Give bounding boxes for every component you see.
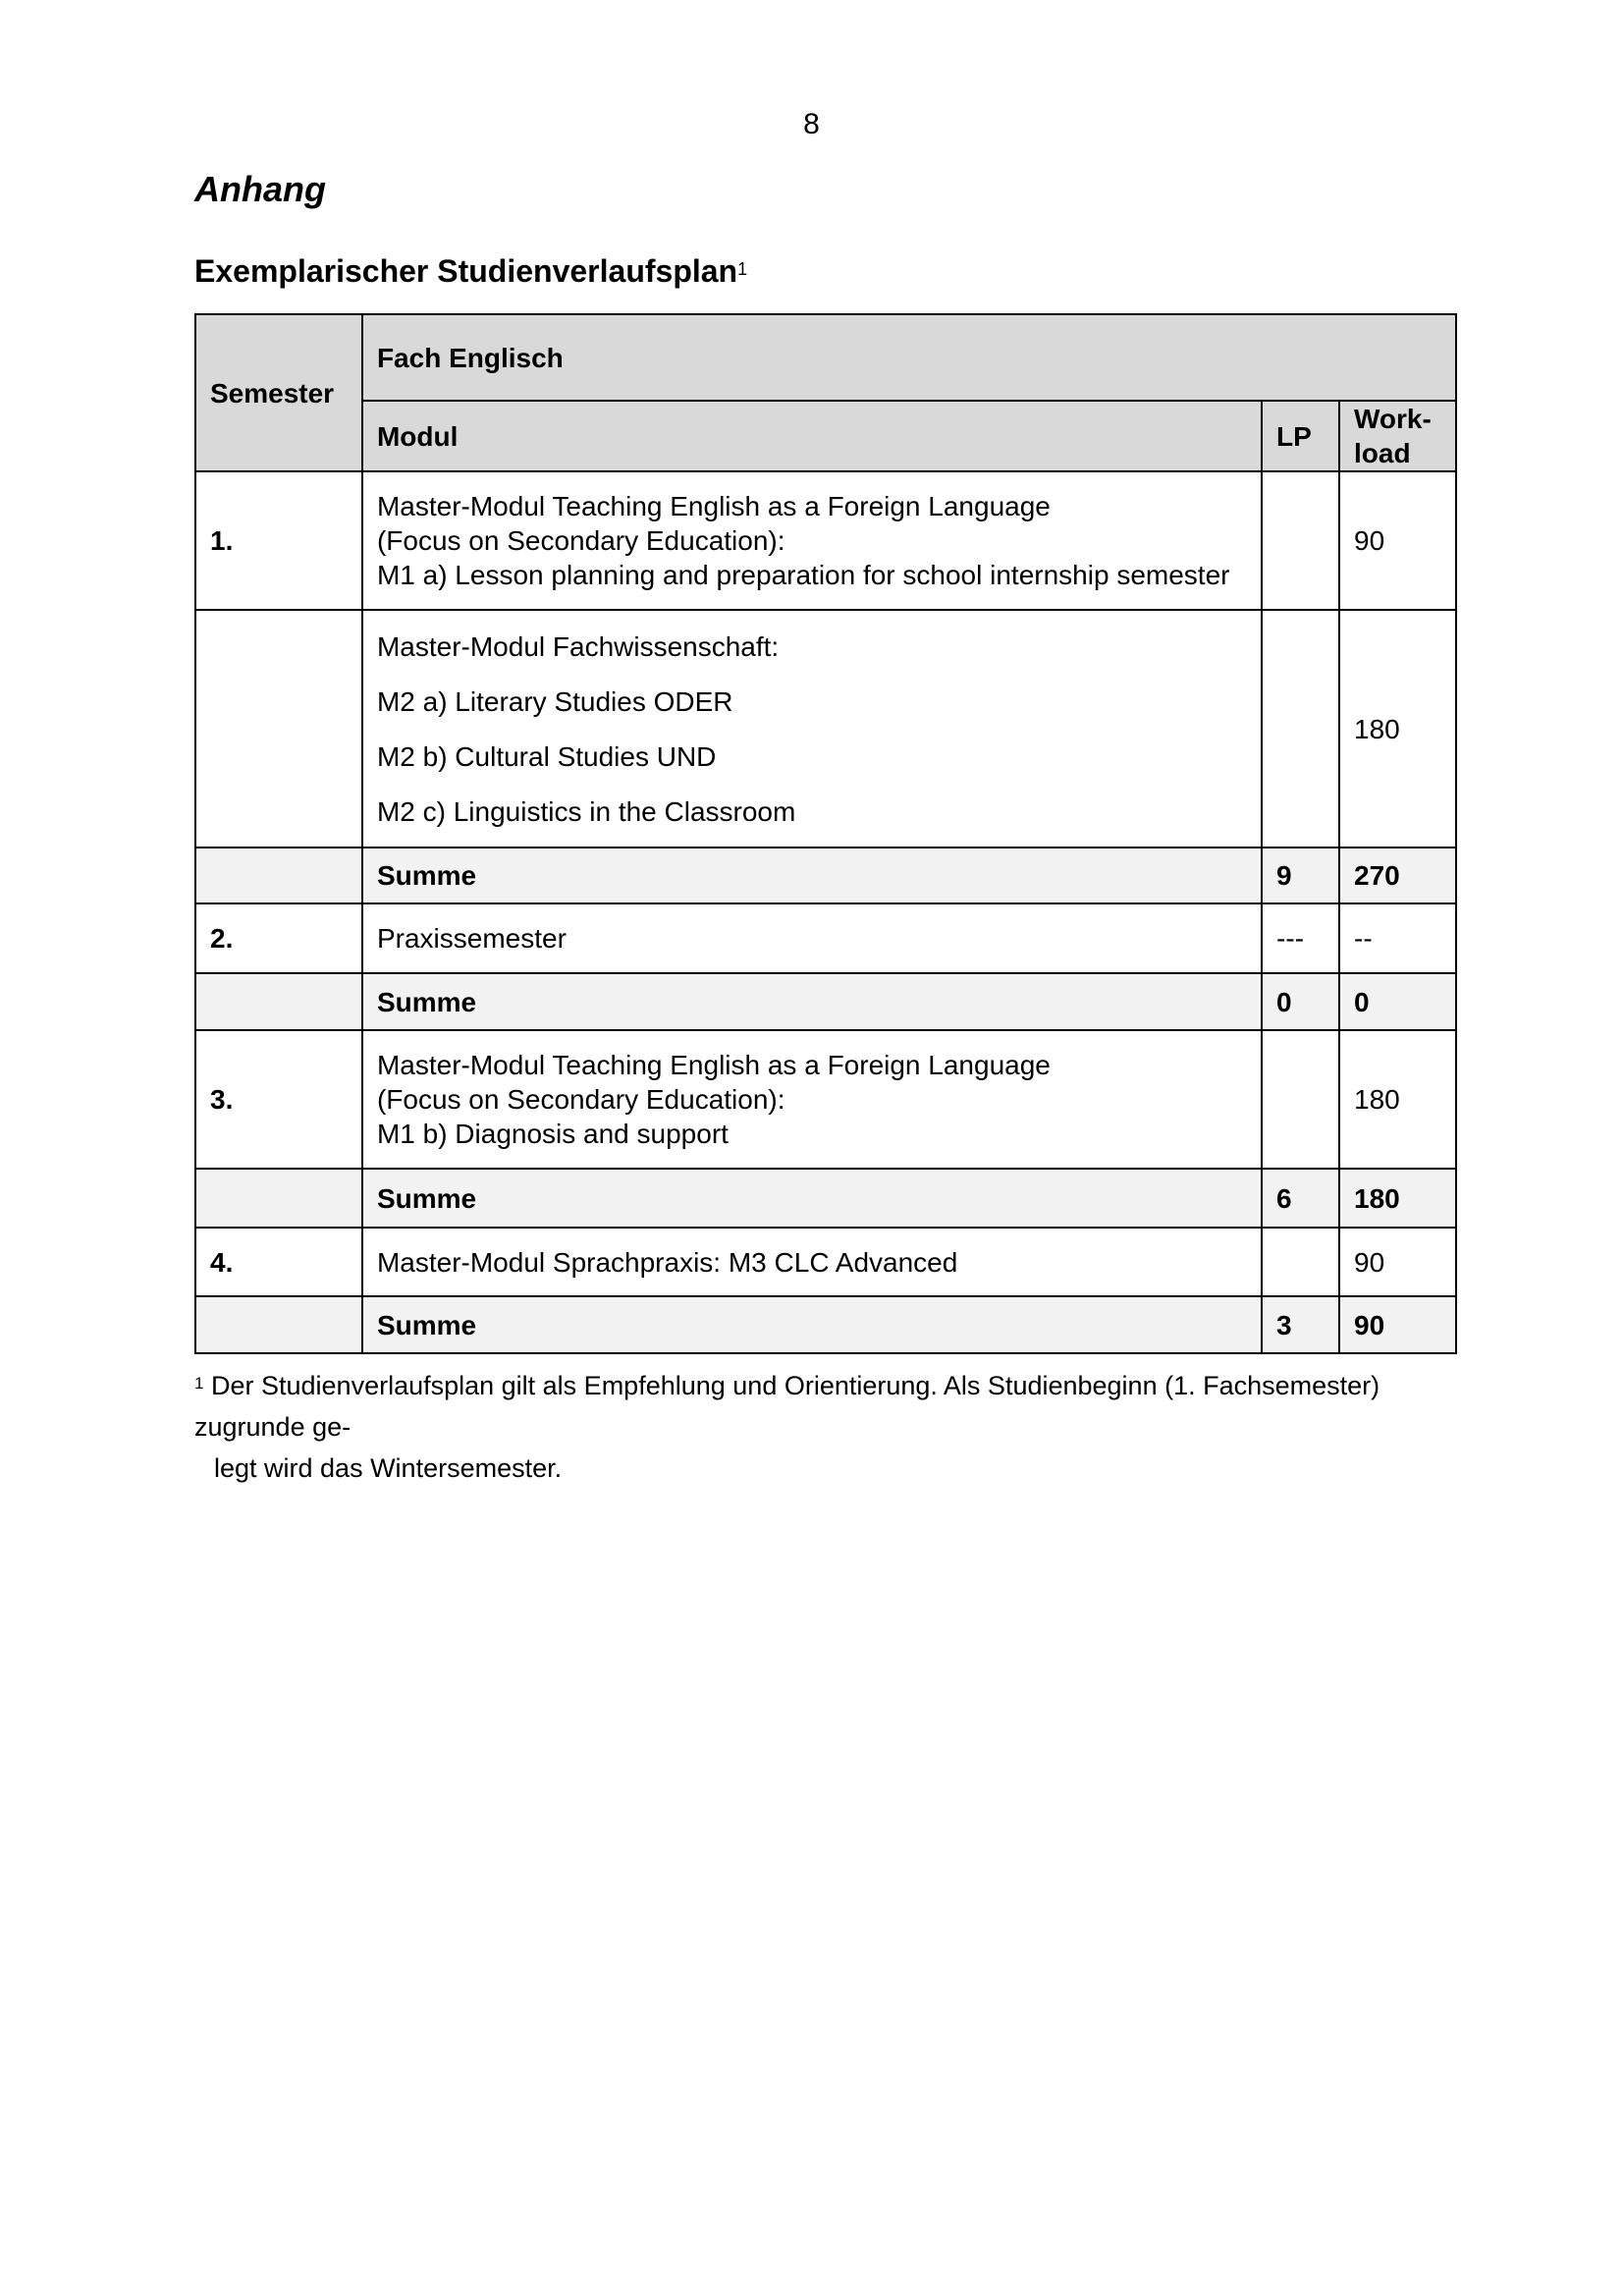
workload-cell: 180: [1339, 1169, 1456, 1228]
module-cell: [362, 1030, 1262, 1169]
header-lp: LP: [1262, 401, 1339, 471]
lp-cell: 0: [1262, 973, 1339, 1030]
footnote-marker: 1: [194, 1374, 204, 1393]
summe-label: Summe: [362, 973, 1262, 1030]
table-row: [195, 903, 1456, 973]
header-semester: Semester: [195, 314, 362, 471]
section-title-text: Exemplarischer Studienverlaufsplan: [194, 253, 738, 289]
workload-cell: --: [1339, 903, 1456, 973]
header-workload: [1339, 401, 1456, 471]
module-cell: [362, 471, 1262, 610]
header-modul: Modul: [362, 401, 1262, 471]
header-fach: Fach Englisch: [362, 314, 1456, 401]
workload-line-1: Work-: [1354, 404, 1432, 434]
table-row-summe: [195, 973, 1456, 1030]
page-number: 8: [803, 108, 820, 140]
semester-cell: [195, 973, 362, 1030]
module-line: (Focus on Secondary Education):: [376, 1084, 785, 1115]
workload-cell: 0: [1339, 973, 1456, 1030]
lp-cell: ---: [1262, 903, 1339, 973]
module-line: M2 a) Literary Studies ODER: [376, 685, 733, 717]
table-row-summe: [195, 847, 1456, 903]
summe-label: Summe: [362, 1169, 1262, 1228]
semester-cell: [195, 1169, 362, 1228]
module-line: Master-Modul Fachwissenschaft:: [376, 630, 780, 662]
lp-cell: 6: [1262, 1169, 1339, 1228]
lp-cell: [1262, 1228, 1339, 1296]
workload-cell: 90: [1339, 1296, 1456, 1353]
footnote-text-line-2: legt wird das Wintersemester.: [214, 1453, 563, 1483]
module-line: Master-Modul Sprachpraxis: M3 CLC Advanced: [376, 1246, 958, 1278]
lp-cell: 9: [1262, 847, 1339, 903]
summe-label: Summe: [362, 1296, 1262, 1353]
table-row: [195, 610, 1456, 847]
study-plan-table: [194, 313, 1457, 1354]
module-line: M2 c) Linguistics in the Classroom: [376, 795, 796, 827]
module-line: M2 b) Cultural Studies UND: [376, 740, 717, 772]
section-title: [194, 253, 747, 290]
footnote-marker: 1: [737, 259, 748, 279]
semester-cell: 4.: [195, 1228, 362, 1296]
workload-cell: 90: [1339, 1228, 1456, 1296]
table-row: [195, 1228, 1456, 1296]
workload-cell: 180: [1339, 1030, 1456, 1169]
semester-cell: [195, 610, 362, 847]
footnote: [194, 1365, 1461, 1489]
semester-cell: 3.: [195, 1030, 362, 1169]
lp-cell: [1262, 471, 1339, 610]
workload-cell: 270: [1339, 847, 1456, 903]
module-cell: [362, 1228, 1262, 1296]
page-title: Anhang: [194, 169, 326, 209]
module-line: Master-Modul Teaching English as a Foreign Language: [376, 1050, 1051, 1080]
lp-cell: [1262, 610, 1339, 847]
semester-cell: [195, 847, 362, 903]
table-row-summe: [195, 1169, 1456, 1228]
table-row-summe: [195, 1296, 1456, 1353]
table-row: [195, 1030, 1456, 1169]
workload-cell: 180: [1339, 610, 1456, 847]
module-cell: [362, 903, 1262, 973]
semester-cell: 2.: [195, 903, 362, 973]
lp-cell: 3: [1262, 1296, 1339, 1353]
workload-line-2: load: [1354, 438, 1411, 468]
table-row: [195, 471, 1456, 610]
footnote-text-line-1: Der Studienverlaufsplan gilt als Empfehlung und Orientierung. Als Studienbeginn (1. Fachsemester) zugrunde ge-: [194, 1371, 1380, 1442]
module-line: M1 b) Diagnosis and support: [376, 1119, 729, 1149]
lp-cell: [1262, 1030, 1339, 1169]
semester-cell: [195, 1296, 362, 1353]
workload-cell: 90: [1339, 471, 1456, 610]
semester-cell: 1.: [195, 471, 362, 610]
module-line: (Focus on Secondary Education):: [376, 525, 785, 556]
module-line: Master-Modul Teaching English as a Foreign Language: [376, 491, 1051, 521]
summe-label: Summe: [362, 847, 1262, 903]
module-line: M1 a) Lesson planning and preparation for school internship semester: [376, 560, 1230, 590]
module-line: Praxissemester: [376, 923, 567, 954]
module-cell: [362, 610, 1262, 847]
